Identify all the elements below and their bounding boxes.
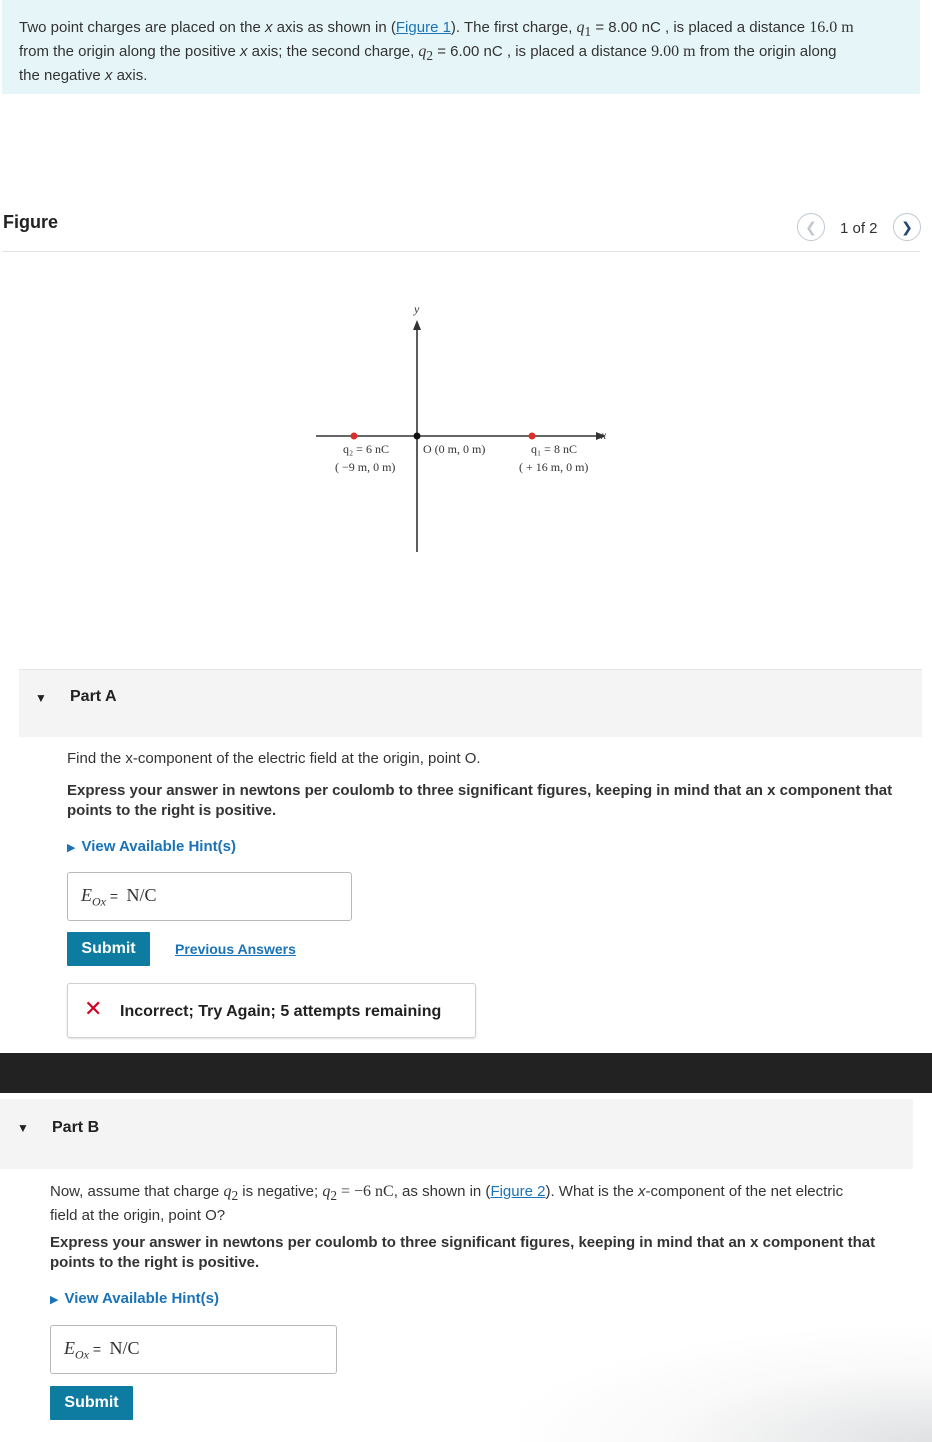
section-divider-bar bbox=[0, 1053, 932, 1093]
part-b-question: Now, assume that charge $q_2$ is negative; $q_2 = -6$ nC, as shown in (Figure 2). What is the x-component of the net electric field at the origin, point O? bbox=[50, 1183, 844, 1225]
part-a-answer-label: $E_{Ox} = N/C$ bbox=[81, 885, 157, 909]
error-x-icon: ✕ bbox=[84, 996, 103, 1021]
part-b-hint-toggle[interactable]: ▶ View Available Hint(s) bbox=[50, 1290, 219, 1307]
part-b-answer-label: $E_{Ox} = N/C$ bbox=[64, 1338, 140, 1362]
part-a-feedback bbox=[67, 983, 476, 1038]
part-a-instruction: Express your answer in newtons per coulomb to three significant figures, keeping in mind that an x component that points to the right is positive. bbox=[67, 782, 893, 819]
caret-right-icon: ▶ bbox=[50, 1294, 59, 1306]
part-a-header[interactable] bbox=[19, 669, 922, 737]
part-b-header[interactable] bbox=[0, 1099, 913, 1169]
figure-2-link[interactable]: Figure 2 bbox=[490, 1183, 546, 1200]
part-b-submit-button[interactable]: Submit bbox=[50, 1386, 133, 1420]
charge-q1-dot bbox=[529, 433, 536, 440]
caret-down-icon[interactable]: ▼ bbox=[17, 1121, 29, 1135]
figure-pager-count: 1 of 2 bbox=[840, 220, 878, 237]
chevron-left-icon: ❮ bbox=[805, 218, 817, 235]
part-a-label: Part A bbox=[70, 688, 117, 705]
figure-next-button[interactable] bbox=[893, 213, 921, 241]
feedback-message: Incorrect; Try Again; 5 attempts remaining bbox=[120, 1003, 442, 1020]
problem-line-1: Two point charges are placed on the x axis as shown in (Figure 1). The first charge, $q_1 = 8.00$ nC , is placed a distance 16.0 m bbox=[19, 19, 854, 40]
caret-right-icon: ▶ bbox=[67, 842, 76, 854]
corner-shadow bbox=[520, 1330, 932, 1442]
q1-label: q₁ = 8 nC bbox=[531, 442, 577, 456]
figure-1-link[interactable]: Figure 1 bbox=[395, 19, 451, 36]
y-axis-arrow-icon bbox=[413, 320, 421, 330]
part-a-hint-toggle[interactable]: ▶ View Available Hint(s) bbox=[67, 838, 236, 855]
part-b-instruction: Express your answer in newtons per coulomb to three significant figures, keeping in mind that an x component that points to the right is positive. bbox=[50, 1234, 876, 1271]
figure-title: Figure bbox=[3, 212, 59, 232]
problem-statement bbox=[2, 0, 920, 94]
q2-position: ( −9 m, 0 m) bbox=[335, 460, 396, 474]
problem-line-3: the negative x axis. bbox=[19, 67, 148, 85]
part-a-submit-button[interactable]: Submit bbox=[67, 932, 150, 966]
charge-diagram bbox=[0, 252, 932, 668]
y-axis-label: y bbox=[414, 302, 420, 316]
part-b-label: Part B bbox=[52, 1119, 100, 1136]
previous-answers-link[interactable]: Previous Answers bbox=[175, 941, 296, 957]
problem-line-2: from the origin along the positive x axis; the second charge, $q_2 = 6.00$ nC , is placed a distance 9.00 m from the origin along bbox=[19, 43, 837, 64]
x-axis-label: x bbox=[601, 428, 607, 442]
part-a-question: Find the x-component of the electric field at the origin, point O. bbox=[67, 750, 481, 767]
chevron-right-icon: ❯ bbox=[901, 218, 913, 235]
figure-prev-button[interactable] bbox=[797, 213, 825, 241]
origin-label: O (0 m, 0 m) bbox=[423, 442, 486, 456]
q1-position: ( + 16 m, 0 m) bbox=[519, 460, 589, 474]
q2-label: q₂ = 6 nC bbox=[343, 442, 389, 456]
charge-q2-dot bbox=[351, 433, 358, 440]
origin-dot bbox=[414, 433, 421, 440]
caret-down-icon[interactable]: ▼ bbox=[35, 691, 47, 705]
